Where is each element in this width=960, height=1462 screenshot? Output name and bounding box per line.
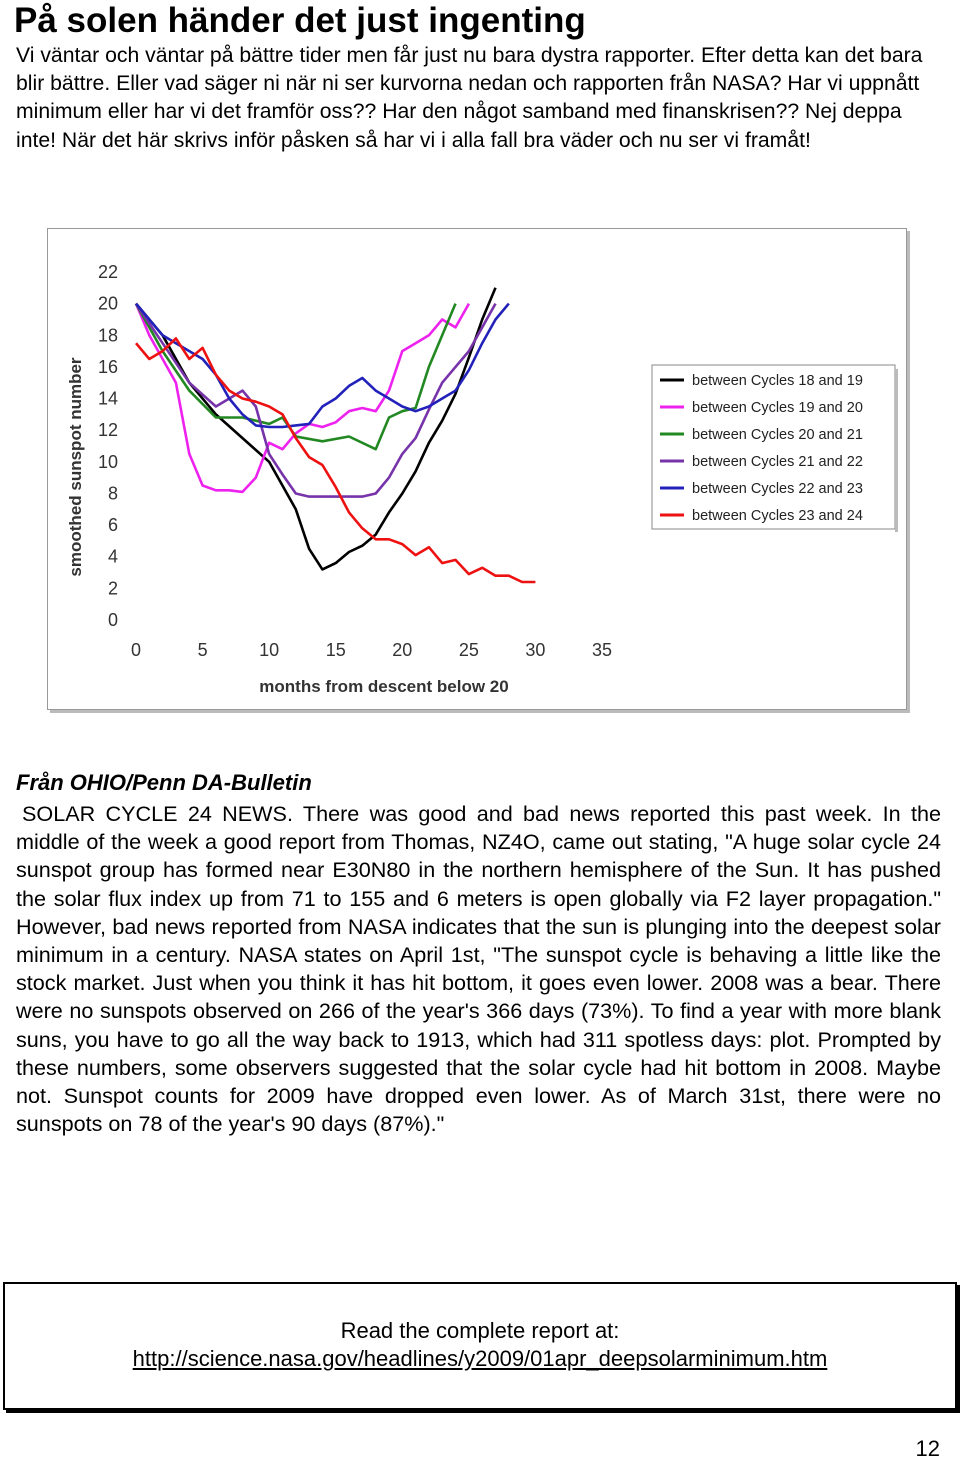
y-tick-label: 22 bbox=[97, 262, 118, 282]
y-tick-label: 0 bbox=[107, 610, 118, 630]
legend-label: between Cycles 18 and 19 bbox=[692, 373, 863, 389]
y-tick-label: 2 bbox=[107, 578, 118, 599]
legend-box-shadow bbox=[895, 369, 898, 532]
chart-legend bbox=[652, 365, 898, 532]
y-tick-label: 18 bbox=[97, 325, 118, 346]
x-tick-label: 35 bbox=[591, 640, 613, 660]
y-tick-label: 16 bbox=[97, 356, 118, 377]
y-axis-label: smoothed sunspot number bbox=[66, 357, 85, 577]
x-tick-label: 5 bbox=[197, 640, 208, 660]
sunspot-chart-frame bbox=[47, 228, 907, 710]
news-paragraph bbox=[16, 800, 941, 1138]
x-tick-labels bbox=[131, 640, 612, 660]
report-link-box bbox=[3, 1282, 957, 1410]
legend-label: between Cycles 23 and 24 bbox=[692, 508, 863, 524]
x-tick-label: 25 bbox=[458, 640, 479, 660]
y-tick-label: 6 bbox=[107, 515, 118, 536]
y-tick-label: 10 bbox=[97, 451, 118, 472]
legend-box bbox=[652, 365, 895, 529]
series-line-1 bbox=[136, 288, 496, 570]
x-tick-label: 30 bbox=[525, 640, 546, 660]
y-tick-label: 4 bbox=[107, 546, 118, 567]
x-tick-label: 0 bbox=[130, 640, 142, 660]
y-tick-label: 14 bbox=[97, 388, 118, 409]
intro-paragraph: Vi väntar och väntar på bättre tider men får just nu bara dystra rapporter. Efter detta kan det bara blir bättre. Eller vad säger ni när ni ser kurvorna nedan och rapporten från NASA? Har vi uppnått minimum eller har vi det framför oss?? Har den något samband med finanskrisen?? Nej deppa inte! När det här skrivs inför påsken så har vi i alla fall bra väder och nu ser vi framåt! bbox=[16, 44, 923, 152]
report-link-label: Read the complete report at: bbox=[340, 1318, 620, 1343]
legend-label: between Cycles 20 and 21 bbox=[692, 427, 863, 443]
y-tick-labels bbox=[98, 262, 118, 630]
report-link[interactable]: http://science.nasa.gov/headlines/y2009/01apr_deepsolarminimum.htm bbox=[132, 1346, 828, 1371]
legend-label: between Cycles 19 and 20 bbox=[692, 400, 863, 416]
x-tick-label: 20 bbox=[392, 640, 413, 660]
page-title: På solen händer det just ingenting bbox=[14, 1, 586, 40]
x-tick-label: 10 bbox=[259, 640, 280, 660]
x-tick-label: 15 bbox=[325, 640, 346, 660]
news-text: SOLAR CYCLE 24 NEWS. There was good and bad news reported this past week. In the middle of the week a good report from Thomas, NZ4O, came out stating, "A huge solar cycle 24 sunspot group has formed near E30N80 in the northern hemisphere of the Sun. It has pushed the solar flux index up from 71 to 155 and 6 meters is open globally via F2 layer propagation." However, bad news reported from NASA indicates that the sun is plunging into the deepest solar minimum in a century. NASA states on April 1st, "The sunspot cycle is behaving a little like the stock market. Just when you think it has hit bottom, it goes even lower. 2008 was a bear. There were no sunspots observed on 266 of the year's 366 days (73%). To find a year with more blank suns, you have to go all the way back to 1913, which had 311 spotless days: plot. Prompted by these numbers, some observers suggested that the solar cycle had hit bottom in 2008. Maybe not. Sunspot counts for 2009 have dropped even lower. As of March 31st, there were no sunspots on 78 of the year's 90 days (87%)." bbox=[16, 801, 941, 1137]
y-tick-label: 20 bbox=[97, 293, 118, 314]
series-line-6 bbox=[136, 338, 535, 582]
y-tick-label: 8 bbox=[107, 483, 118, 504]
page-number: 12 bbox=[915, 1436, 940, 1461]
sunspot-chart bbox=[48, 229, 906, 709]
series-lines bbox=[136, 288, 535, 582]
legend-label: between Cycles 22 and 23 bbox=[692, 481, 863, 497]
y-tick-label: 12 bbox=[97, 420, 118, 441]
source-heading: Från OHIO/Penn DA-Bulletin bbox=[16, 770, 312, 795]
x-axis-label: months from descent below 20 bbox=[259, 677, 509, 696]
legend-label: between Cycles 21 and 22 bbox=[692, 454, 863, 470]
series-line-5 bbox=[136, 304, 509, 427]
